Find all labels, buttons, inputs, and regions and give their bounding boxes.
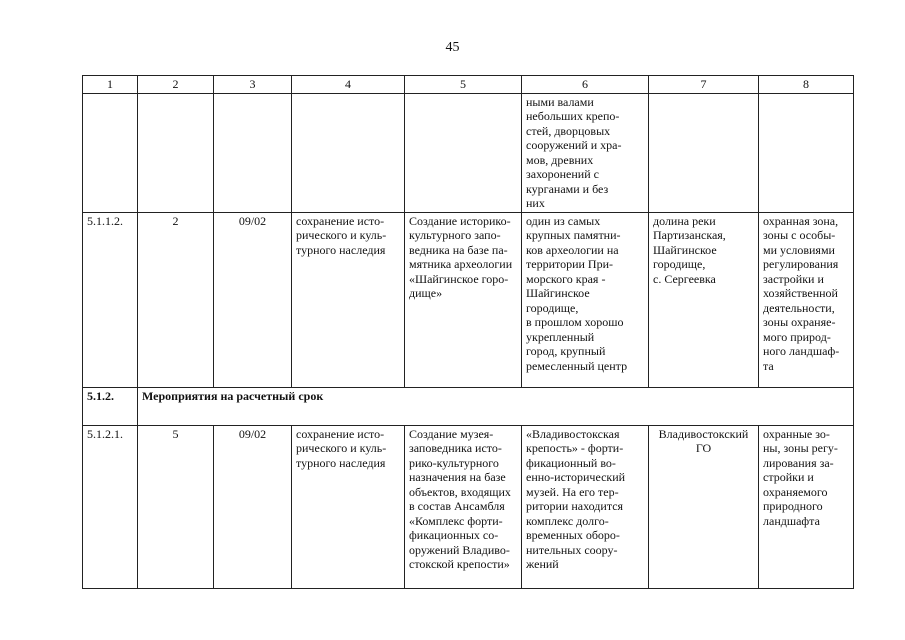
cell-number: 5.1.2.1. — [83, 425, 138, 588]
cell-empty — [214, 93, 292, 212]
document-table — [82, 75, 854, 589]
header-cell-4: 4 — [292, 76, 405, 94]
cell-col6: «Владивостокская крепость» - форти- фикационный во- енно-исторический музей. На его тер- ритории находится комплекс долго- временных оборо- нительных соору- жений — [522, 425, 649, 588]
cell-col7: Владивостокский ГО — [649, 425, 759, 588]
cell-col2: 5 — [138, 425, 214, 588]
header-cell-6: 6 — [522, 76, 649, 94]
cell-empty — [292, 93, 405, 212]
cell-empty — [759, 93, 854, 212]
cell-col3: 09/02 — [214, 425, 292, 588]
cell-col7: долина реки Партизанская, Шайгинское городище, с. Сергеевка — [649, 212, 759, 387]
section-row-5-1-2 — [83, 387, 854, 425]
section-number: 5.1.2. — [83, 387, 138, 425]
cell-col8: охранные зо- ны, зоны регу- лирования за- стройки и охраняемого природного ландшафта — [759, 425, 854, 588]
cell-empty — [83, 93, 138, 212]
header-cell-8: 8 — [759, 76, 854, 94]
table-row-5-1-2-1 — [83, 425, 854, 588]
cell-empty — [405, 93, 522, 212]
table-row-5-1-1-2 — [83, 212, 854, 387]
cell-description: ными валами небольших крепо- стей, дворцовых сооружений и хра- мов, древних захоронений с курганами и без них — [522, 93, 649, 212]
cell-col5: Создание музея- заповедника исто- рико-культурного назначения на базе объектов, входящих в состав Ансамбля «Комплекс форти- фикационных со- оружений Владиво- стокской крепости» — [405, 425, 522, 588]
cell-col3: 09/02 — [214, 212, 292, 387]
table-row-continuation — [83, 93, 854, 212]
cell-col5: Создание историко- культурного запо- ведника на базе па- мятника археологии «Шайгинское горо- дище» — [405, 212, 522, 387]
cell-empty — [649, 93, 759, 212]
cell-col6: один из самых крупных памятни- ков археологии на территории При- морского края - Шайгинское городище, в прошлом хорошо укрепленный город, крупный ремесленный центр — [522, 212, 649, 387]
header-cell-7: 7 — [649, 76, 759, 94]
header-cell-1: 1 — [83, 76, 138, 94]
header-cell-5: 5 — [405, 76, 522, 94]
cell-col4: сохранение исто- рического и куль- турного наследия — [292, 212, 405, 387]
cell-col4: сохранение исто- рического и куль- турного наследия — [292, 425, 405, 588]
cell-number: 5.1.1.2. — [83, 212, 138, 387]
header-cell-3: 3 — [214, 76, 292, 94]
header-cell-2: 2 — [138, 76, 214, 94]
header-row — [83, 76, 854, 94]
page-number: 45 — [445, 40, 460, 55]
cell-col2: 2 — [138, 212, 214, 387]
cell-empty — [138, 93, 214, 212]
section-title: Мероприятия на расчетный срок — [138, 387, 854, 425]
cell-col8: охранная зона, зоны с особы- ми условиями регулирования застройки и хозяйственной деятельности, зоны охраняе- мого природ- ного ландшаф- та — [759, 212, 854, 387]
